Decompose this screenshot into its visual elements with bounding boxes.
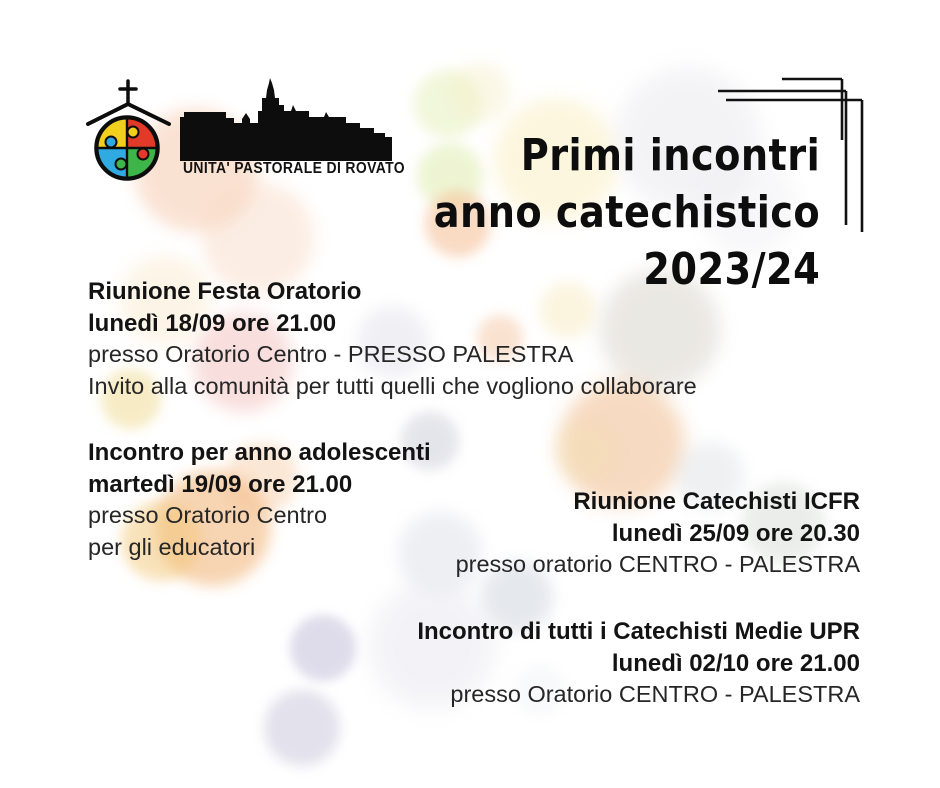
puzzle-knob — [106, 137, 117, 148]
poster-title — [434, 127, 820, 298]
bokeh-circle — [290, 615, 356, 681]
title-line-1: Primi incontri — [520, 130, 820, 181]
event-note: per gli educatori — [88, 533, 256, 560]
cross-icon — [120, 81, 136, 104]
event-block-catechisti-icfr — [456, 486, 860, 581]
event-datetime: lunedì 25/09 ore 20.30 — [611, 519, 860, 547]
org-name-label: UNITA' PASTORALE DI ROVATO — [183, 160, 405, 177]
church-puzzle-icon — [83, 73, 173, 183]
event-title: Incontro per anno adolescenti — [88, 439, 431, 466]
event-datetime: lunedì 02/10 ore 21.00 — [611, 649, 860, 677]
event-title: Incontro di tutti i Catechisti Medie UPR — [417, 618, 860, 645]
bokeh-circle — [450, 62, 510, 122]
event-location: presso Oratorio CENTRO - PALESTRA — [450, 681, 860, 707]
puzzle-knob — [116, 159, 127, 170]
puzzle-knob — [138, 149, 149, 160]
title-line-3: 2023/24 — [643, 244, 820, 295]
event-location: presso oratorio CENTRO - PALESTRA — [455, 551, 860, 577]
event-block-catechisti-medie — [417, 616, 860, 711]
event-location: presso Oratorio Centro — [88, 502, 328, 528]
event-datetime: martedì 19/09 ore 21.00 — [88, 470, 353, 498]
event-block-festa-oratorio — [88, 276, 697, 402]
bokeh-circle — [264, 690, 340, 766]
event-note: Invito alla comunità per tutti quelli che vogliono collaborare — [88, 372, 697, 399]
event-datetime: lunedì 18/09 ore 21.00 — [88, 309, 337, 337]
event-title: Riunione Catechisti ICFR — [573, 488, 860, 515]
bokeh-circle — [555, 422, 615, 482]
rovato-skyline-silhouette — [180, 77, 392, 161]
event-block-adolescenti — [88, 437, 431, 563]
event-location: presso Oratorio Centro - PRESSO PALESTRA — [88, 341, 574, 367]
event-title: Riunione Festa Oratorio — [88, 278, 362, 305]
puzzle-knob — [128, 127, 139, 138]
title-line-2: anno catechistico — [433, 187, 820, 238]
